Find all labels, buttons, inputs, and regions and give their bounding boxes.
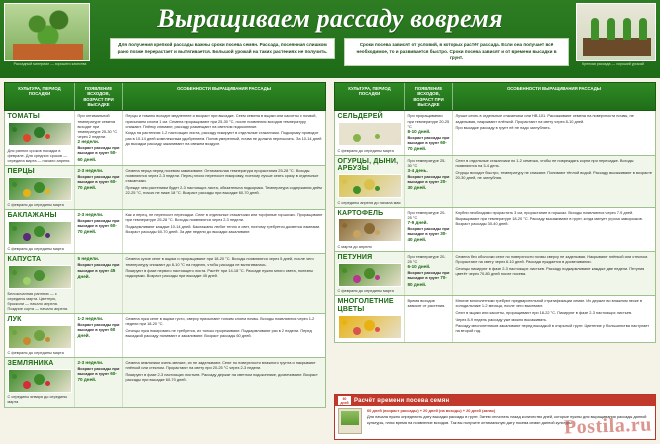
- crop-period: С февраля до середины марта: [7, 202, 64, 208]
- calc-description: Для начала нужно определить дату высадки рассады в грунт. Затем отсчитать назад количество дней, которые нужны для выращивания рассады данной культуры, плюс время на появление всходов. Так вы получите оптимальную дату посева семян данной культуры.: [367, 414, 647, 425]
- crop-name: СЕЛЬДЕРЕЙ: [337, 113, 383, 121]
- sprout-days: 2-3 недели.: [77, 360, 104, 366]
- table-row: [334, 156, 656, 208]
- cell-sprout: [405, 252, 453, 295]
- sprout-days: 1-2 недели.: [77, 315, 104, 321]
- cell-notes: [453, 156, 655, 207]
- table-row: [4, 111, 326, 165]
- cell-notes: [123, 358, 325, 406]
- planting-age: Возраст рассады при высадке в грунт 60 дней.: [77, 321, 120, 339]
- col-header-notes: ОСОБЕННОСТИ ВЫРАЩИВАНИЯ РАССАДЫ: [176, 86, 272, 91]
- growing-notes: Семена перца перед посевом замачивают. Оптимальная температура прорастания 25-28 °C. Всходы появляются через 2-3 недели. Перец плохо переносит пикировку, поэтому лучше сеять сразу в отдельные стаканчики. Прежде чем растениям будет 2-3 настоящих листа, обязательна подкормка. Температура содержания днём 22-25 °C, ночью не ниже 18 °C. Возраст рассады при высадке 60-70 дней.: [125, 167, 322, 195]
- sprout-days: 8-10 дней.: [407, 128, 431, 134]
- table-row: [334, 296, 656, 343]
- cell-notes: [453, 208, 655, 251]
- planting-age: Возраст рассады при высадке в грунт 60-70 дней.: [77, 366, 120, 383]
- planting-age: Возраст рассады при высадке в грунт 60-70 дней.: [407, 134, 450, 152]
- sprout-days: 5 недели.: [77, 256, 100, 262]
- growing-notes: Сеют в отдельные стаканчики по 1-2 семечка, чтобы не повреждать корни при пересадке. Всходы появляются на 3-4 день. Огурцы всходят быстро, температуру не снижают. Поливают тёплой водой. Рассаду высаживают в возрасте 20-30 дней, не заглубляя.: [455, 157, 652, 180]
- sprout-condition: При проращивании при температуре 20-25 °C: [407, 113, 450, 129]
- table-right: [334, 82, 656, 440]
- col-header-sprout: ПОЯВЛЕНИЕ ВСХОДОВ, ВОЗРАСТ ПРИ ВЫСАДКЕ: [405, 83, 453, 110]
- crop-name: ЗЕМЛЯНИКА: [7, 360, 54, 368]
- cell-notes: [123, 166, 325, 209]
- sprout-condition: При температуре 20-25 °C: [407, 253, 446, 265]
- cell-crop: [335, 208, 405, 251]
- growing-notes: Семена без оболочки сеют по поверхности почвы сверху не заделывая. Накрывают плёнкой или стеклом. Прорастают на свету через 6-10 дней. Рассада нуждается в досвечивании. Сеянцы пикируют в фазе 2-3 настоящих листьев. Рассаду подкармливают каждые две недели. Петуния цветёт через 70-80 дней после посева.: [455, 253, 649, 276]
- sprout-condition: При оптимальной температуре семена всходят при температуре 25-30 °C через 2 недели.: [77, 113, 118, 140]
- cell-crop: [335, 111, 405, 154]
- crop-period: С марта до апреля: [337, 243, 372, 249]
- planting-age: Возраст рассады при высадке в грунт 70-80 дней.: [407, 270, 450, 287]
- crop-period: Для ранних сроков посадки в феврале. Для средних сроков — середина марта — начало апреля.: [7, 147, 71, 163]
- crop-period: С середины января до середины марта: [7, 394, 68, 405]
- planting-age: Возраст рассады при высадке в грунт 60-70 дней.: [77, 173, 120, 191]
- sprout-days: 3-4 день.: [407, 168, 428, 174]
- crop-period: С февраля до середины марта: [337, 288, 394, 294]
- crop-period: Белокочанная раннюю — с середины марта. Цветную, брокколи — начало апреля. Поздние сорта — начало апреля.: [7, 290, 69, 311]
- table-row: [334, 111, 656, 155]
- cell-notes: [453, 296, 655, 342]
- intro-right: Сроки посева зависят от условий, в которых растёт рассада. Если она получает всё необходимое, то и развивается быстро. Сроки посева зависят и от времени высадки в грунт.: [344, 38, 569, 66]
- sprout-days: 2-3 недели.: [77, 167, 104, 173]
- table-row: [4, 166, 326, 210]
- calc-title: Расчёт времени посева семян: [354, 397, 450, 404]
- planting-age: Возраст рассады при высадке в грунт 20-30 дней.: [407, 174, 450, 191]
- crop-period: С февраля до середины марта: [7, 246, 64, 252]
- table-row: [4, 254, 326, 314]
- col-header-crop: КУЛЬТУРА, ПЕРИОД ПОСАДКИ: [335, 83, 405, 110]
- calc-badge: 60 дней: [338, 396, 351, 405]
- cell-notes: [453, 111, 655, 154]
- cell-notes: [123, 314, 325, 357]
- planting-age: Возраст рассады при высадке в грунт 45 дней.: [77, 262, 120, 279]
- header-right-caption: Крепкая рассада — хороший урожай: [582, 62, 644, 66]
- intro-left: Для получения крепкой рассады важны сроки посева семян. Рассада, посеянная слишком рано позже перерастает и вытягивается. Большой урожай на таких растениях не получить.: [110, 38, 335, 59]
- growing-notes: Перцы и томаты всходят медленнее и возраст при высадке. Сеем семена в ящики или кассеты с почвой, присыпаем слоем 1 см. Семена проращивают при 25-30 °C, после появления всходов температуру снижают. Плёнку снимают, рассаду размещают на светлом подоконнике. Когда на растениях 1-2 настоящих листа, рассаду пикируют в отдельные стаканчики. Подкормку проводят раз в 10-14 дней комплексным удобрением. Полив умеренный, почва не должна пересыхать. За 10-14 дней до высадки рассаду закаливают на свежем воздухе.: [125, 113, 322, 146]
- cell-sprout: [405, 208, 453, 251]
- crop-photo: [8, 265, 72, 289]
- crop-name: ТОМАТЫ: [7, 113, 40, 121]
- cell-sprout: [75, 254, 123, 313]
- header-left-caption: Рассадный материал — хорошего качества: [13, 62, 87, 66]
- cell-crop: [335, 252, 405, 295]
- cell-notes: [123, 111, 325, 164]
- cell-notes: [123, 254, 325, 313]
- cell-sprout: [405, 111, 453, 154]
- cell-notes: [453, 252, 655, 295]
- crop-photo: [338, 218, 402, 242]
- crop-name: ПЕРЦЫ: [7, 167, 35, 175]
- growing-notes: Семена сухие сеют в ящики и проращивают при 18-20 °C. Всходы появляются через 5 дней, после чего температуру снижают до 8-10 °C на неделю, чтобы рассада не вытягивалась. Пикируют в фазе первого настоящего листа. Растёт при 14-18 °C. Рассаде нужно много света, полезны подкормки. Возраст рассады при высадке 45 дней.: [125, 256, 314, 279]
- col-header-crop: КУЛЬТУРА, ПЕРИОД ПОСАДКИ: [5, 83, 75, 110]
- growing-notes: Семена лука сеют в ящики густо, сверху присыпают тонким слоем почвы. Всходы появляются через 1-2 недели при 18-20 °C. Сеянцы лука пикировать не требуется, их только прореживают. Подкармливают раз в 2 недели. Перед высадкой рассаду поливают и закаливают. Возраст рассады 60 дней.: [125, 315, 315, 338]
- growing-notes: Семена земляники очень мелкие, их не заделывают. Сеют по поверхности влажного грунта и накрывают плёнкой или стеклом. Прорастают на свету при 20-25 °C через 2-3 недели. Пикируют в фазе 2-3 настоящих листьев. Рассаду держат на светлом подоконнике, досвечивают. Возраст рассады при высадке 60-70 дней.: [125, 360, 318, 383]
- cell-sprout: [75, 358, 123, 406]
- growing-notes: Клубни необходимо прорастить 3 см, прорастание в горшках. Всходы появляются через 7-9 дней. Выращивают при температуре 18-20 °C. Рассаду высаживают в грунт, когда минует угроза заморозков. Возраст рассады 30-40 дней.: [455, 209, 643, 227]
- growing-notes: Многие многолетники требуют предварительной стратификации семян. Их держат во влажном песке в холодильнике 1-2 месяца, после чего высевают. Сеют в ящики или кассеты, проращивают при 18-22 °C. Пикируют в фазе 2-3 настоящих листьев. Через 8-9 недель рассаду уже можно высаживать. Рассаду многолетников закаливают перед высадкой в открытый грунт. Цветение у большинства наступает на второй год.: [455, 298, 650, 334]
- tray-illustration-icon: [583, 38, 651, 56]
- sprout-days: 6-10 дней.: [407, 264, 431, 270]
- crop-photo: [338, 263, 402, 287]
- cell-crop: [5, 210, 75, 253]
- col-header-sprout: ПОЯВЛЕНИЕ ВСХОДОВ, ВОЗРАСТ ПРИ ВЫСАДКЕ: [75, 83, 123, 110]
- table-row: [4, 210, 326, 254]
- cell-sprout: [405, 296, 453, 342]
- table-header-row: [4, 82, 326, 111]
- crop-photo: [8, 369, 72, 393]
- cell-sprout: [405, 156, 453, 207]
- col-header-notes: ОСОБЕННОСТИ ВЫРАЩИВАНИЯ РАССАДЫ: [506, 86, 602, 91]
- crop-photo: [338, 315, 402, 339]
- crop-name: КАРТОФЕЛЬ: [337, 209, 384, 217]
- cell-crop: [5, 314, 75, 357]
- sprout-days: 2-3 недели.: [77, 212, 104, 218]
- cell-crop: [335, 156, 405, 207]
- crop-name: ОГУРЦЫ, ДЫНИ, АРБУЗЫ: [337, 157, 399, 173]
- growing-notes: Как и перец, не переносит пересадки. Сеют в отдельные стаканчики или торфяные горшочки. Проращивают при температуре 25-28 °C. Всходы появляются через 2-3 недели. Подкармливают каждые 10-14 дней. Баклажаны любят тепло и свет, поэтому требуется досветка лампами. Возраст рассады 60-70 дней. За две недели до высадки закаливают.: [125, 212, 323, 235]
- growing-notes: Лучше сеять в отдельные стаканчики или НВ-101. Рассаживают семена на поверхности почвы, не заделывая, накрывают плёнкой. Прорастают на свету через 8-10 дней. При высадке рассаду в грунт её не надо заглублять.: [455, 113, 634, 131]
- cell-sprout: [75, 111, 123, 164]
- cell-crop: [5, 358, 75, 406]
- table-header-row: [334, 82, 656, 111]
- crop-name: КАПУСТА: [7, 256, 42, 264]
- cell-sprout: [75, 314, 123, 357]
- crop-photo: [8, 221, 72, 245]
- table-row: [4, 358, 326, 407]
- table-row: [4, 314, 326, 358]
- crop-period: С февраля до середины марта: [7, 350, 64, 356]
- cell-crop: [5, 111, 75, 164]
- cell-crop: [5, 166, 75, 209]
- sprout-days: 7-9 дней.: [407, 219, 428, 225]
- sprout-condition: При температуре 20-25 °C: [407, 209, 446, 220]
- crop-name: ЛУК: [7, 315, 22, 323]
- cell-sprout: [75, 210, 123, 253]
- sprout-condition: При температуре 25-30 °C: [407, 157, 446, 168]
- planting-age: Возраст рассады при высадке в грунт 30-40 дней.: [407, 226, 450, 243]
- crop-photo: [338, 122, 402, 146]
- poster-header: [0, 0, 660, 78]
- cell-sprout: [75, 166, 123, 209]
- planting-age: Возраст рассады при высадке в грунт 60-70 дней.: [77, 218, 120, 235]
- table-row: [334, 208, 656, 252]
- crop-name: МНОГОЛЕТНИЕ ЦВЕТЫ: [337, 298, 394, 313]
- crop-photo: [8, 177, 72, 201]
- crop-photo: [8, 122, 72, 146]
- watermark: Postila.ru: [563, 413, 653, 439]
- seed-packet-illustration: [338, 408, 364, 434]
- table-left: [4, 82, 326, 440]
- cell-crop: [5, 254, 75, 313]
- pot-illustration-icon: [13, 44, 83, 60]
- crop-photo: [338, 174, 402, 198]
- crop-period: С февраля до середины марта: [337, 147, 394, 153]
- calc-formula: 60 дней (возраст рассады) + 20 дней (на всходы) + 20 дней (запас): [367, 408, 496, 413]
- sprout-condition: Время всходов зависит от растения.: [407, 298, 446, 309]
- calc-header: [335, 395, 655, 406]
- crop-period: С середины апреля до начала мая: [337, 199, 401, 205]
- table-row: [334, 252, 656, 296]
- cell-notes: [123, 210, 325, 253]
- crop-name: ПЕТУНИЯ: [337, 253, 373, 261]
- sprout-days: 2 недели.: [77, 139, 100, 145]
- crop-photo: [8, 325, 72, 349]
- planting-age: Возраст рассады при высадке в грунт 50-60 дней.: [77, 145, 120, 162]
- crop-name: БАКЛАЖАНЫ: [7, 212, 57, 220]
- page-title: Выращиваем рассаду вовремя: [157, 4, 503, 33]
- cell-crop: [335, 296, 405, 342]
